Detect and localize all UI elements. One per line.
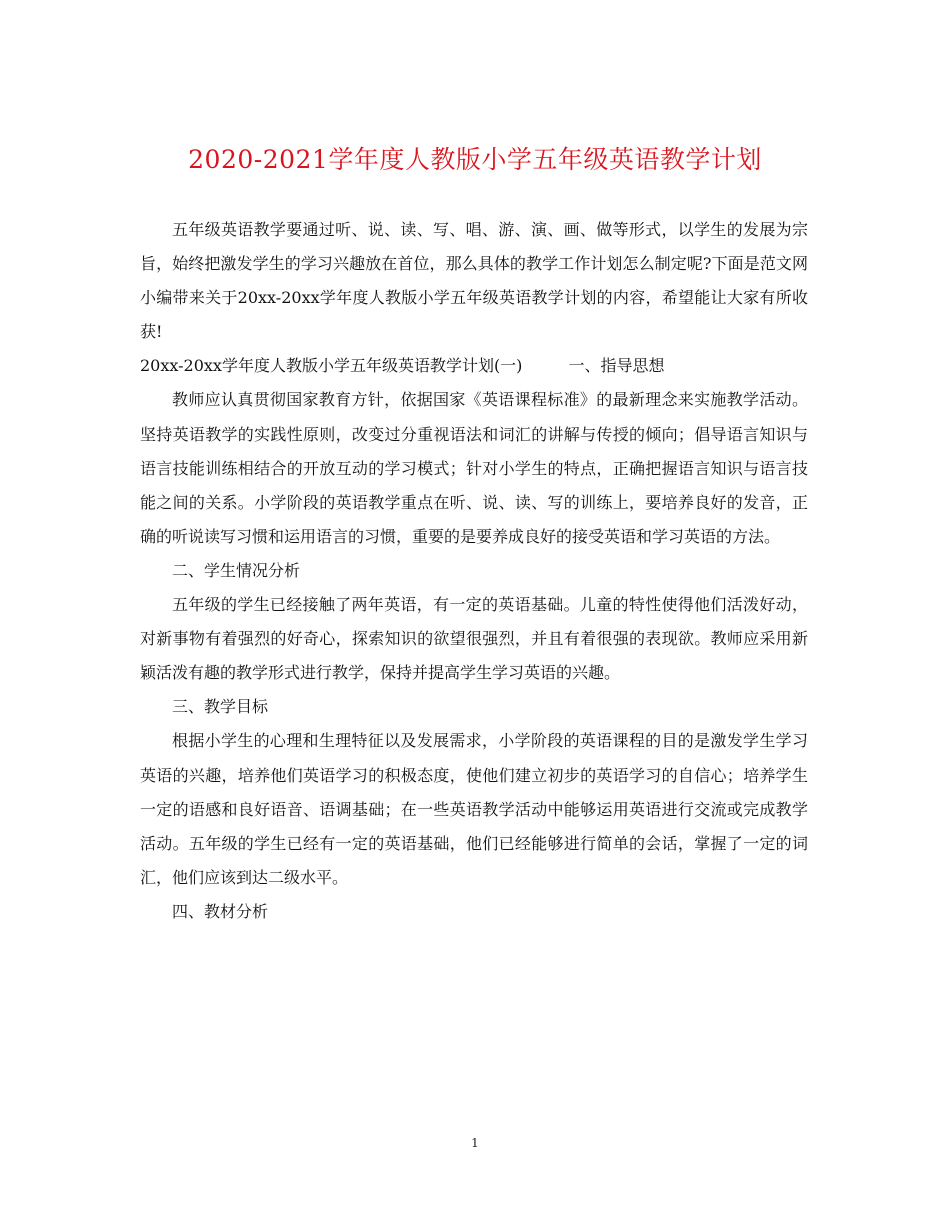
plan-subheading: 20xx-20xx学年度人教版小学五年级英语教学计划(一) bbox=[140, 356, 523, 376]
document-body bbox=[140, 213, 808, 929]
section-2-heading: 二、学生情况分析 bbox=[172, 560, 301, 580]
section-2-paragraph: 五年级的学生已经接触了两年英语，有一定的英语基础。儿童的特性使得他们活泼好动，对新事物有着强烈的好奇心，探索知识的欲望很强烈，并且有着很强的表现欲。教师应采用新颖活泼有趣的教学形式进行教学，保持并提高学生学习英语的兴趣。 bbox=[140, 595, 808, 683]
page-number: 1 bbox=[471, 1136, 479, 1150]
intro-paragraph: 五年级英语教学要通过听、说、读、写、唱、游、演、画、做等形式，以学生的发展为宗旨，始终把激发学生的学习兴趣放在首位，那么具体的教学工作计划怎么制定呢?下面是范文网小编带来关于20xx-20xx学年度人教版小学五年级英语教学计划的内容，希望能让大家有所收获! bbox=[140, 220, 808, 342]
section-4-heading: 四、教材分析 bbox=[172, 901, 269, 921]
section-1-paragraph: 教师应认真贯彻国家教育方针，依据国家《英语课程标准》的最新理念来实施教学活动。坚持英语教学的实践性原则，改变过分重视语法和词汇的讲解与传授的倾向；倡导语言知识与语言技能训练相结合的开放互动的学习模式；针对小学生的特点，正确把握语言知识与语言技能之间的关系。小学阶段的英语教学重点在听、说、读、写的训练上，要培养良好的发音，正确的听说读写习惯和运用语言的习惯，重要的是要养成良好的接受英语和学习英语的方法。 bbox=[140, 390, 808, 546]
section-3-heading: 三、教学目标 bbox=[172, 697, 269, 717]
subheading-line bbox=[140, 349, 808, 383]
section-3-paragraph: 根据小学生的心理和生理特征以及发展需求，小学阶段的英语课程的目的是激发学生学习英语的兴趣，培养他们英语学习的积极态度，使他们建立初步的英语学习的自信心；培养学生一定的语感和良好语音、语调基础；在一些英语教学活动中能够运用英语进行交流或完成教学活动。五年级的学生已经有一定的英语基础，他们已经能够进行简单的会话，掌握了一定的词汇，他们应该到达二级水平。 bbox=[140, 731, 808, 887]
page-title: 2020-2021学年度人教版小学五年级英语教学计划 bbox=[188, 145, 762, 174]
section-1-heading: 一、指导思想 bbox=[568, 356, 665, 376]
